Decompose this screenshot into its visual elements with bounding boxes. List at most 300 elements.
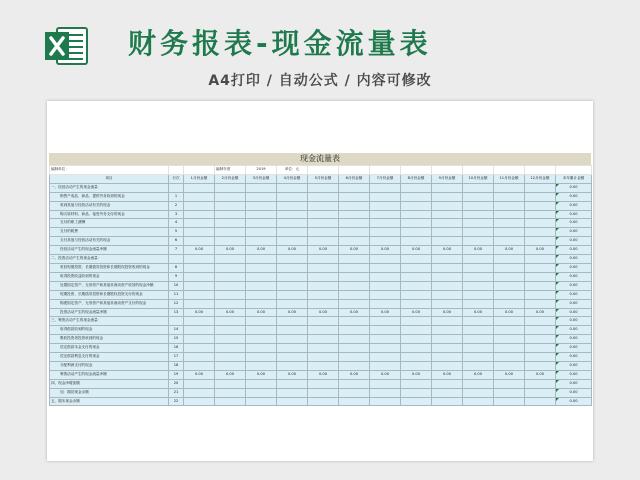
month-cell[interactable]	[339, 281, 370, 290]
total-cell[interactable]: 0.00	[556, 388, 592, 397]
month-cell[interactable]	[308, 237, 339, 246]
month-cell[interactable]	[308, 219, 339, 228]
total-cell[interactable]: 0.00	[556, 317, 592, 326]
month-cell[interactable]: 0.00	[308, 370, 339, 379]
row-label[interactable]: 四、现金净增加额	[50, 379, 169, 388]
month-cell[interactable]	[246, 272, 277, 281]
row-label[interactable]: 销售产成品、商品、提供劳务收到的现金	[50, 192, 169, 201]
total-cell[interactable]: 0.00	[556, 299, 592, 308]
row-label[interactable]: 处置固定资产、无形资产和其他非流动资产收回的现金净额	[50, 281, 169, 290]
total-cell[interactable]: 0.00	[556, 219, 592, 228]
month-cell[interactable]	[494, 353, 525, 362]
row-number[interactable]: 2	[169, 201, 184, 210]
month-cell[interactable]	[184, 219, 215, 228]
month-cell[interactable]	[215, 263, 246, 272]
row-label[interactable]: 筹资活动产生的现金流量净额	[50, 370, 169, 379]
month-cell[interactable]	[215, 237, 246, 246]
row-label[interactable]: 收到其他与经营活动有关的现金	[50, 201, 169, 210]
month-cell[interactable]	[277, 281, 308, 290]
month-cell[interactable]: 0.00	[277, 370, 308, 379]
row-number[interactable]	[169, 255, 184, 264]
month-cell[interactable]	[308, 344, 339, 353]
month-cell[interactable]	[525, 237, 556, 246]
month-cell[interactable]	[525, 299, 556, 308]
row-number[interactable]: 10	[169, 281, 184, 290]
month-cell[interactable]	[401, 317, 432, 326]
month-cell[interactable]	[432, 397, 463, 406]
month-cell[interactable]	[370, 281, 401, 290]
month-cell[interactable]	[308, 210, 339, 219]
month-cell[interactable]	[494, 228, 525, 237]
month-cell[interactable]	[184, 210, 215, 219]
month-cell[interactable]	[401, 281, 432, 290]
month-cell[interactable]	[184, 353, 215, 362]
month-cell[interactable]: 0.00	[401, 308, 432, 317]
row-number[interactable]	[169, 317, 184, 326]
month-cell[interactable]	[401, 299, 432, 308]
month-cell[interactable]: 0.00	[215, 308, 246, 317]
month-cell[interactable]	[463, 272, 494, 281]
month-cell[interactable]	[463, 299, 494, 308]
month-cell[interactable]	[432, 219, 463, 228]
month-cell[interactable]	[370, 263, 401, 272]
row-label[interactable]: 取得投资收益收到的现金	[50, 272, 169, 281]
month-cell[interactable]	[370, 397, 401, 406]
month-cell[interactable]	[339, 255, 370, 264]
month-cell[interactable]	[525, 290, 556, 299]
month-cell[interactable]	[308, 326, 339, 335]
month-cell[interactable]	[463, 210, 494, 219]
month-cell[interactable]	[494, 299, 525, 308]
month-cell[interactable]	[246, 228, 277, 237]
month-cell[interactable]	[246, 335, 277, 344]
month-cell[interactable]	[370, 183, 401, 192]
month-cell[interactable]	[370, 237, 401, 246]
month-cell[interactable]	[184, 335, 215, 344]
month-cell[interactable]	[525, 397, 556, 406]
month-cell[interactable]	[246, 255, 277, 264]
total-cell[interactable]: 0.00	[556, 246, 592, 255]
month-cell[interactable]	[277, 317, 308, 326]
row-number[interactable]: 8	[169, 263, 184, 272]
month-cell[interactable]	[370, 228, 401, 237]
month-cell[interactable]	[246, 397, 277, 406]
month-cell[interactable]	[215, 228, 246, 237]
row-number[interactable]: 9	[169, 272, 184, 281]
row-number[interactable]: 18	[169, 361, 184, 370]
month-cell[interactable]	[215, 183, 246, 192]
month-cell[interactable]	[494, 361, 525, 370]
row-number[interactable]: 12	[169, 299, 184, 308]
month-cell[interactable]	[215, 361, 246, 370]
month-cell[interactable]	[308, 255, 339, 264]
month-cell[interactable]	[432, 299, 463, 308]
month-cell[interactable]	[184, 397, 215, 406]
row-label[interactable]: 支付的职工薪酬	[50, 219, 169, 228]
month-cell[interactable]	[246, 379, 277, 388]
month-cell[interactable]: 0.00	[494, 246, 525, 255]
month-cell[interactable]	[401, 379, 432, 388]
month-cell[interactable]	[401, 353, 432, 362]
month-cell[interactable]	[215, 326, 246, 335]
month-cell[interactable]: 0.00	[370, 246, 401, 255]
month-cell[interactable]	[339, 361, 370, 370]
month-cell[interactable]: 0.00	[525, 370, 556, 379]
month-cell[interactable]	[308, 361, 339, 370]
month-cell[interactable]: 0.00	[494, 370, 525, 379]
month-cell[interactable]	[463, 397, 494, 406]
month-cell[interactable]	[277, 290, 308, 299]
month-cell[interactable]	[494, 335, 525, 344]
month-cell[interactable]	[184, 272, 215, 281]
month-cell[interactable]	[215, 210, 246, 219]
month-cell[interactable]	[308, 263, 339, 272]
row-number[interactable]: 15	[169, 335, 184, 344]
row-number[interactable]: 14	[169, 326, 184, 335]
month-cell[interactable]	[184, 237, 215, 246]
month-cell[interactable]	[184, 192, 215, 201]
month-cell[interactable]: 0.00	[246, 370, 277, 379]
month-cell[interactable]	[401, 290, 432, 299]
month-cell[interactable]	[184, 290, 215, 299]
month-cell[interactable]	[525, 183, 556, 192]
month-cell[interactable]	[339, 210, 370, 219]
month-cell[interactable]	[525, 361, 556, 370]
month-cell[interactable]	[494, 379, 525, 388]
total-cell[interactable]: 0.00	[556, 263, 592, 272]
month-cell[interactable]	[277, 237, 308, 246]
total-cell[interactable]: 0.00	[556, 335, 592, 344]
month-cell[interactable]	[525, 353, 556, 362]
month-cell[interactable]	[308, 299, 339, 308]
month-cell[interactable]	[432, 210, 463, 219]
month-cell[interactable]	[339, 397, 370, 406]
row-label[interactable]: 一、经营活动产生的现金流量：	[50, 183, 169, 192]
row-number[interactable]: 13	[169, 308, 184, 317]
month-cell[interactable]	[370, 192, 401, 201]
month-cell[interactable]	[277, 210, 308, 219]
row-label[interactable]: 二、投资活动产生的现金流量：	[50, 255, 169, 264]
month-cell[interactable]: 0.00	[463, 246, 494, 255]
total-cell[interactable]: 0.00	[556, 272, 592, 281]
month-cell[interactable]	[277, 397, 308, 406]
month-cell[interactable]: 0.00	[215, 370, 246, 379]
month-cell[interactable]	[432, 353, 463, 362]
month-cell[interactable]	[246, 281, 277, 290]
month-cell[interactable]	[277, 344, 308, 353]
month-cell[interactable]	[339, 344, 370, 353]
month-cell[interactable]	[339, 388, 370, 397]
row-number[interactable]: 16	[169, 344, 184, 353]
month-cell[interactable]	[184, 183, 215, 192]
month-cell[interactable]	[339, 290, 370, 299]
month-cell[interactable]: 0.00	[401, 370, 432, 379]
month-cell[interactable]	[370, 353, 401, 362]
month-cell[interactable]	[215, 344, 246, 353]
month-cell[interactable]	[215, 201, 246, 210]
month-cell[interactable]	[463, 290, 494, 299]
month-cell[interactable]	[494, 281, 525, 290]
month-cell[interactable]	[401, 361, 432, 370]
month-cell[interactable]	[463, 379, 494, 388]
month-cell[interactable]	[308, 290, 339, 299]
month-cell[interactable]	[246, 353, 277, 362]
month-cell[interactable]	[463, 361, 494, 370]
month-cell[interactable]	[525, 326, 556, 335]
total-cell[interactable]: 0.00	[556, 183, 592, 192]
month-cell[interactable]	[246, 326, 277, 335]
month-cell[interactable]: 0.00	[463, 308, 494, 317]
row-label[interactable]: 收回短期投资、长期债券投资和长期股权投资收到的现金	[50, 263, 169, 272]
month-cell[interactable]	[215, 219, 246, 228]
row-number[interactable]: 19	[169, 370, 184, 379]
month-cell[interactable]	[184, 228, 215, 237]
row-label[interactable]: 偿还借款利息支付的现金	[50, 353, 169, 362]
month-cell[interactable]	[339, 192, 370, 201]
month-cell[interactable]	[246, 263, 277, 272]
total-cell[interactable]: 0.00	[556, 201, 592, 210]
month-cell[interactable]	[401, 210, 432, 219]
month-cell[interactable]	[494, 272, 525, 281]
month-cell[interactable]	[339, 237, 370, 246]
month-cell[interactable]	[215, 255, 246, 264]
month-cell[interactable]: 0.00	[184, 308, 215, 317]
month-cell[interactable]	[370, 326, 401, 335]
month-cell[interactable]	[494, 344, 525, 353]
month-cell[interactable]	[339, 228, 370, 237]
total-cell[interactable]: 0.00	[556, 361, 592, 370]
month-cell[interactable]	[339, 326, 370, 335]
month-cell[interactable]	[215, 317, 246, 326]
row-label[interactable]: 三、筹资活动产生的现金流量：	[50, 317, 169, 326]
month-cell[interactable]	[277, 183, 308, 192]
month-cell[interactable]	[277, 335, 308, 344]
month-cell[interactable]	[277, 219, 308, 228]
month-cell[interactable]	[308, 192, 339, 201]
month-cell[interactable]	[432, 281, 463, 290]
month-cell[interactable]	[184, 379, 215, 388]
row-label[interactable]: 短期投资、长期债券投资和长期股权投资支付的现金	[50, 290, 169, 299]
month-cell[interactable]	[525, 272, 556, 281]
month-cell[interactable]	[184, 201, 215, 210]
month-cell[interactable]	[401, 344, 432, 353]
month-cell[interactable]	[370, 219, 401, 228]
row-number[interactable]: 4	[169, 219, 184, 228]
month-cell[interactable]: 0.00	[525, 308, 556, 317]
row-number[interactable]: 5	[169, 228, 184, 237]
month-cell[interactable]	[463, 228, 494, 237]
month-cell[interactable]	[432, 237, 463, 246]
total-cell[interactable]: 0.00	[556, 237, 592, 246]
month-cell[interactable]	[308, 228, 339, 237]
month-cell[interactable]	[463, 353, 494, 362]
month-cell[interactable]	[370, 344, 401, 353]
month-cell[interactable]	[494, 326, 525, 335]
month-cell[interactable]	[215, 299, 246, 308]
month-cell[interactable]	[432, 317, 463, 326]
month-cell[interactable]	[370, 379, 401, 388]
month-cell[interactable]	[339, 299, 370, 308]
month-cell[interactable]	[463, 255, 494, 264]
row-label[interactable]: 购建固定资产、无形资产和其他非流动资产支付的现金	[50, 299, 169, 308]
month-cell[interactable]	[339, 379, 370, 388]
row-number[interactable]: 7	[169, 246, 184, 255]
total-cell[interactable]: 0.00	[556, 370, 592, 379]
month-cell[interactable]	[308, 397, 339, 406]
month-cell[interactable]	[494, 255, 525, 264]
month-cell[interactable]: 0.00	[277, 308, 308, 317]
row-label[interactable]: 加：期初现金余额	[50, 388, 169, 397]
total-cell[interactable]: 0.00	[556, 379, 592, 388]
month-cell[interactable]	[215, 335, 246, 344]
month-cell[interactable]	[277, 228, 308, 237]
total-cell[interactable]: 0.00	[556, 290, 592, 299]
month-cell[interactable]	[401, 335, 432, 344]
total-cell[interactable]: 0.00	[556, 228, 592, 237]
month-cell[interactable]	[184, 263, 215, 272]
month-cell[interactable]	[215, 290, 246, 299]
month-cell[interactable]: 0.00	[432, 370, 463, 379]
month-cell[interactable]: 0.00	[184, 370, 215, 379]
month-cell[interactable]: 0.00	[184, 246, 215, 255]
month-cell[interactable]	[339, 272, 370, 281]
month-cell[interactable]	[339, 263, 370, 272]
month-cell[interactable]	[308, 317, 339, 326]
month-cell[interactable]	[215, 397, 246, 406]
month-cell[interactable]	[432, 290, 463, 299]
month-cell[interactable]	[308, 335, 339, 344]
month-cell[interactable]	[525, 263, 556, 272]
month-cell[interactable]	[463, 219, 494, 228]
month-cell[interactable]	[432, 272, 463, 281]
month-cell[interactable]	[339, 317, 370, 326]
month-cell[interactable]	[339, 201, 370, 210]
row-label[interactable]: 吸收投资者投资收到的现金	[50, 335, 169, 344]
month-cell[interactable]	[401, 326, 432, 335]
month-cell[interactable]: 0.00	[401, 246, 432, 255]
month-cell[interactable]	[184, 361, 215, 370]
month-cell[interactable]	[370, 388, 401, 397]
month-cell[interactable]	[277, 326, 308, 335]
month-cell[interactable]	[494, 237, 525, 246]
row-label[interactable]: 偿还借款本金支付的现金	[50, 344, 169, 353]
month-cell[interactable]	[525, 228, 556, 237]
month-cell[interactable]	[277, 361, 308, 370]
month-cell[interactable]	[370, 317, 401, 326]
month-cell[interactable]	[184, 255, 215, 264]
month-cell[interactable]	[215, 379, 246, 388]
month-cell[interactable]	[339, 335, 370, 344]
month-cell[interactable]	[525, 201, 556, 210]
month-cell[interactable]	[494, 388, 525, 397]
month-cell[interactable]	[277, 379, 308, 388]
row-number[interactable]: 11	[169, 290, 184, 299]
month-cell[interactable]	[432, 183, 463, 192]
month-cell[interactable]	[401, 183, 432, 192]
row-label[interactable]: 支付的税费	[50, 228, 169, 237]
month-cell[interactable]	[246, 388, 277, 397]
month-cell[interactable]	[432, 379, 463, 388]
month-cell[interactable]	[432, 192, 463, 201]
total-cell[interactable]: 0.00	[556, 192, 592, 201]
row-label[interactable]: 购买原材料、商品、接受劳务支付的现金	[50, 210, 169, 219]
year-value[interactable]: 2019	[246, 166, 277, 175]
month-cell[interactable]	[339, 183, 370, 192]
month-cell[interactable]: 0.00	[339, 246, 370, 255]
month-cell[interactable]: 0.00	[432, 308, 463, 317]
row-label[interactable]: 五、期末现金余额	[50, 397, 169, 406]
month-cell[interactable]	[370, 210, 401, 219]
month-cell[interactable]: 0.00	[370, 370, 401, 379]
month-cell[interactable]	[463, 192, 494, 201]
month-cell[interactable]	[463, 281, 494, 290]
month-cell[interactable]	[401, 228, 432, 237]
month-cell[interactable]	[246, 361, 277, 370]
month-cell[interactable]	[494, 219, 525, 228]
month-cell[interactable]	[277, 299, 308, 308]
month-cell[interactable]	[370, 335, 401, 344]
month-cell[interactable]	[432, 263, 463, 272]
month-cell[interactable]: 0.00	[277, 246, 308, 255]
month-cell[interactable]	[277, 192, 308, 201]
month-cell[interactable]	[308, 201, 339, 210]
month-cell[interactable]	[370, 201, 401, 210]
row-number[interactable]: 6	[169, 237, 184, 246]
total-cell[interactable]: 0.00	[556, 397, 592, 406]
row-label[interactable]: 取得借款收到的现金	[50, 326, 169, 335]
total-cell[interactable]: 0.00	[556, 353, 592, 362]
month-cell[interactable]	[401, 272, 432, 281]
month-cell[interactable]	[277, 255, 308, 264]
month-cell[interactable]	[401, 397, 432, 406]
month-cell[interactable]: 0.00	[246, 246, 277, 255]
total-cell[interactable]: 0.00	[556, 326, 592, 335]
month-cell[interactable]: 0.00	[339, 370, 370, 379]
month-cell[interactable]	[308, 272, 339, 281]
total-cell[interactable]: 0.00	[556, 308, 592, 317]
month-cell[interactable]	[432, 344, 463, 353]
month-cell[interactable]	[525, 255, 556, 264]
row-label[interactable]: 投资活动产生的现金流量净额	[50, 308, 169, 317]
month-cell[interactable]	[215, 353, 246, 362]
month-cell[interactable]	[432, 201, 463, 210]
month-cell[interactable]	[432, 335, 463, 344]
month-cell[interactable]	[308, 379, 339, 388]
month-cell[interactable]	[246, 192, 277, 201]
month-cell[interactable]	[401, 201, 432, 210]
month-cell[interactable]	[463, 388, 494, 397]
month-cell[interactable]	[246, 183, 277, 192]
month-cell[interactable]: 0.00	[215, 246, 246, 255]
month-cell[interactable]	[525, 317, 556, 326]
month-cell[interactable]	[246, 290, 277, 299]
month-cell[interactable]	[339, 219, 370, 228]
month-cell[interactable]	[463, 201, 494, 210]
month-cell[interactable]	[525, 388, 556, 397]
row-label[interactable]: 分配利润支付的现金	[50, 361, 169, 370]
month-cell[interactable]	[246, 201, 277, 210]
month-cell[interactable]	[184, 326, 215, 335]
month-cell[interactable]: 0.00	[246, 308, 277, 317]
month-cell[interactable]	[494, 263, 525, 272]
month-cell[interactable]	[339, 353, 370, 362]
month-cell[interactable]	[463, 344, 494, 353]
month-cell[interactable]	[370, 361, 401, 370]
month-cell[interactable]: 0.00	[432, 246, 463, 255]
month-cell[interactable]	[308, 281, 339, 290]
month-cell[interactable]	[432, 388, 463, 397]
month-cell[interactable]	[463, 335, 494, 344]
